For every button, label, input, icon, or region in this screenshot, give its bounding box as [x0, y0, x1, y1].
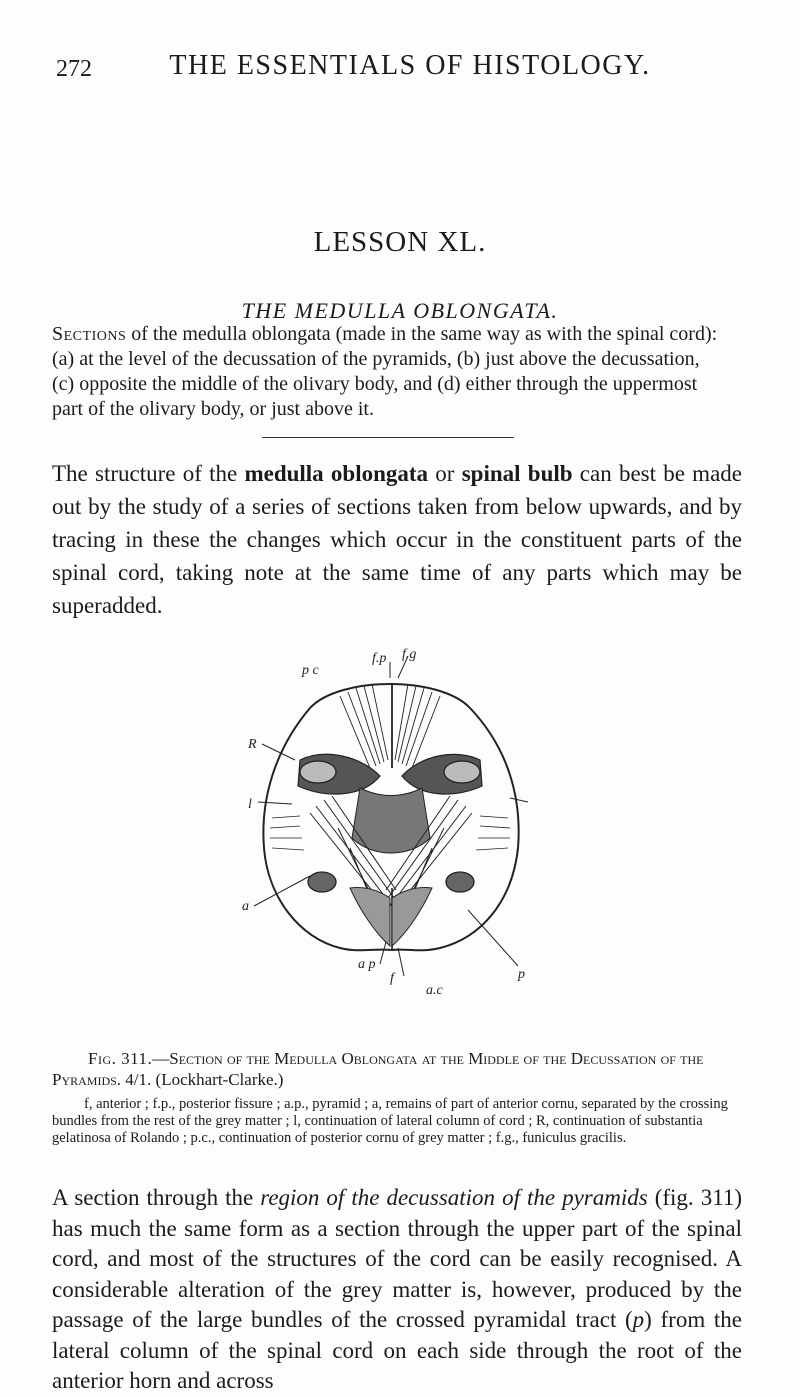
- intro-paragraph: [52, 322, 722, 422]
- page-number: 272: [56, 56, 92, 82]
- term-p: p: [632, 1307, 645, 1332]
- term-region: region of the decussation of the pyramids: [260, 1185, 648, 1210]
- paragraph-decussation: [52, 1183, 742, 1397]
- text-run: The structure of the: [52, 461, 245, 486]
- figure-caption: Fig. 311.—Section of the Medulla Oblongata at the Middle of the Decussation of the Pyramids. 4/1. (Lockhart-Clarke.): [52, 1049, 704, 1089]
- label-l: l: [248, 797, 252, 812]
- label-f: f: [390, 971, 394, 986]
- label-ap: a p: [358, 957, 376, 972]
- intro-lead: Sections: [52, 323, 127, 345]
- legend-text: f, anterior ; f.p., posterior fissure ; a.p., pyramid ; a, remains of part of anterior cornu, separated by the crossing bundles from the rest of the grey matter ; l, continuation of lateral column of cord ; R, continuation of substantia gelatinosa of Rolando ; p.c., continuation of posterior cornu of grey matter ; f.g., funiculus gracilis.: [52, 1096, 728, 1146]
- intro-text: of the medulla oblongata (made in the same way as with the spinal cord): (a) at the level of the decussation of the pyramids, (b) just above the decussation, (c) opposite the middle of the olivary body, and (d) either through the uppermost part of the olivary body, or just above it.: [52, 323, 718, 420]
- figure-number: Fig. 311.: [88, 1049, 153, 1068]
- text-run: A section through the: [52, 1185, 261, 1210]
- text-run: can best be made out by the study of a series of sections taken from below upwards, and by tracing in these the changes which occur in the constituent parts of the spinal cord, taking note at the same time of any parts which may be superadded.: [52, 461, 742, 618]
- label-fg: f.g: [402, 648, 417, 662]
- text-run: or: [428, 461, 462, 486]
- label-fp: f.p: [372, 651, 387, 666]
- medulla-section-illustration: [240, 648, 540, 998]
- running-title: THE ESSENTIALS OF HISTOLOGY.: [169, 50, 651, 81]
- lesson-heading: LESSON XL.: [313, 226, 487, 258]
- text-run: (fig. 311) has much the same form as a section through the upper part of the spinal cord, and most of the structures of the cord can be easily recognised. A considerable alteration of the grey matter is, however, produced by the passage of the large bundles of the crossed pyramidal tract (: [52, 1185, 743, 1332]
- figure-legend: [52, 1096, 742, 1147]
- term-medulla: medulla oblongata: [244, 461, 429, 486]
- term-spinal-bulb: spinal bulb: [461, 461, 573, 486]
- section-divider: [262, 437, 514, 438]
- lesson-title: THE MEDULLA OBLONGATA.: [241, 298, 559, 323]
- figure-title: —Section of the Medulla Oblongata at the Middle of the Decussation of the Pyramids.: [52, 1049, 704, 1089]
- figure-magnification: 4/1: [125, 1070, 148, 1089]
- label-a: a: [242, 899, 249, 914]
- text-run: ) from the lateral column of the spinal cord on each side through the root of the anterior horn and across: [52, 1307, 742, 1393]
- label-R: R: [248, 737, 257, 752]
- figure-credit: (Lockhart-Clarke.): [155, 1070, 284, 1089]
- label-ac: a.c: [426, 983, 443, 998]
- paragraph-structure: [52, 457, 742, 622]
- label-pc: p c: [302, 663, 319, 678]
- label-p: p: [518, 967, 525, 982]
